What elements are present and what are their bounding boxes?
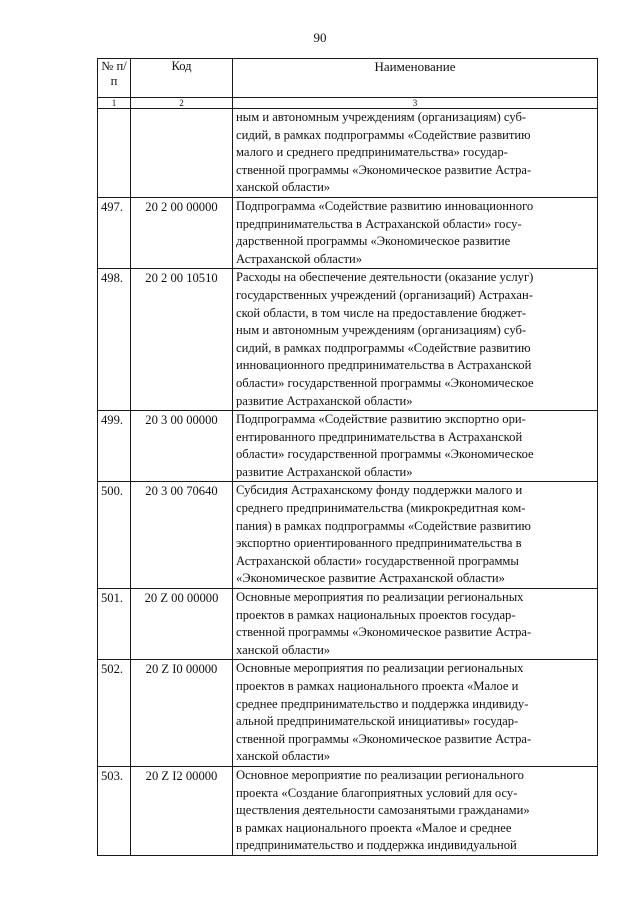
row-name-line: развитие Астраханской области» <box>236 393 413 408</box>
row-name-line: Субсидия Астраханскому фонду поддержки малого и <box>236 483 523 498</box>
column-number-3: 3 <box>233 98 598 109</box>
row-name-line: области» государственной программы «Экономическое <box>236 375 534 390</box>
column-number-row <box>98 98 598 109</box>
row-name-line: ентированного предпринимательства в Астраханской <box>236 429 523 444</box>
row-name-line: ным и автономным учреждениям (организациям) суб- <box>236 110 527 124</box>
row-name-line: «Экономическое развитие Астраханской области» <box>236 571 505 586</box>
row-name-line: проектов в рамках национальных проектов государ- <box>236 607 516 622</box>
table-row <box>98 589 598 660</box>
row-name-line: пания) в рамках подпрограммы «Содействие развитию <box>236 518 531 533</box>
row-number: 498. <box>98 269 131 411</box>
row-name <box>233 589 598 660</box>
row-name <box>233 766 598 855</box>
row-number: 497. <box>98 197 131 268</box>
row-name-line: ществления деятельности самозанятыми гражданами» <box>236 803 530 818</box>
row-code: 20 3 00 70640 <box>131 482 233 589</box>
row-name-line: ным и автономным учреждениям (организациям) суб- <box>236 323 527 338</box>
row-name-line: Подпрограмма «Содействие развитию экспортно ори- <box>236 412 526 427</box>
row-name-line: ханской области» <box>236 642 331 657</box>
row-number: 499. <box>98 411 131 482</box>
row-code: 20 3 00 00000 <box>131 411 233 482</box>
row-name-line: Астраханской области» государственной программы <box>236 553 519 568</box>
row-code: 20 Z I0 00000 <box>131 660 233 767</box>
row-code: 20 2 00 00000 <box>131 197 233 268</box>
row-name-line: сидий, в рамках подпрограммы «Содействие развитию <box>236 340 531 355</box>
row-name-line: в рамках национального проекта «Малое и среднее <box>236 820 512 835</box>
row-name-line: сидий, в рамках подпрограммы «Содействие развитию <box>236 127 531 142</box>
row-number: 501. <box>98 589 131 660</box>
row-name-line: проекта «Создание благоприятных условий для осу- <box>236 785 518 800</box>
table-row <box>98 482 598 589</box>
row-name-line: Расходы на обеспечение деятельности (оказание услуг) <box>236 270 534 285</box>
row-code: 20 Z 00 00000 <box>131 589 233 660</box>
row-code: 20 2 00 10510 <box>131 269 233 411</box>
row-name-line: ской области, в том числе на предоставление бюджет- <box>236 305 527 320</box>
row-name <box>233 269 598 411</box>
row-name-line: предпринимательства в Астраханской области» госу- <box>236 216 522 231</box>
row-name <box>233 411 598 482</box>
row-name-line: дарственной программы «Экономическое развитие <box>236 234 511 249</box>
row-name-line: инновационного предпринимательства в Астраханской <box>236 358 532 373</box>
table-row <box>98 411 598 482</box>
table-body <box>98 109 598 856</box>
row-name-line: ственной программы «Экономическое развитие Астра- <box>236 731 532 746</box>
row-number <box>98 109 131 198</box>
row-name-line: предпринимательство и поддержка индивидуальной <box>236 838 517 853</box>
row-number: 500. <box>98 482 131 589</box>
header-number-label: № п/п <box>101 59 127 88</box>
budget-code-table <box>97 58 598 856</box>
table-row <box>98 660 598 767</box>
row-name-line: альной предпринимательской инициативы» государ- <box>236 714 519 729</box>
row-number: 502. <box>98 660 131 767</box>
row-name-line: экспортно ориентированного предпринимательства в <box>236 536 522 551</box>
row-name-line: Основное мероприятие по реализации регионального <box>236 767 524 782</box>
row-number: 503. <box>98 766 131 855</box>
row-name <box>233 660 598 767</box>
table-row <box>98 269 598 411</box>
header-code: Код <box>131 59 233 98</box>
column-number-1: 1 <box>98 98 131 109</box>
row-code <box>131 109 233 198</box>
row-name-line: развитие Астраханской области» <box>236 464 413 479</box>
header-name: Наименование <box>233 59 598 98</box>
table-row <box>98 109 598 198</box>
header-number <box>98 59 131 98</box>
row-name-line: Основные мероприятия по реализации региональных <box>236 590 524 605</box>
row-name-line: Астраханской области» <box>236 251 363 266</box>
row-name-line: среднего предпринимательства (микрокредитная ком- <box>236 501 526 516</box>
row-name-line: малого и среднего предпринимательства» государ- <box>236 145 508 160</box>
row-code: 20 Z I2 00000 <box>131 766 233 855</box>
row-name-line: государственных учреждений (организаций) Астрахан- <box>236 287 533 302</box>
row-name-line: ханской области» <box>236 749 331 764</box>
row-name-line: ханской области» <box>236 180 331 195</box>
table-row <box>98 766 598 855</box>
row-name-line: среднее предпринимательство и поддержка индивиду- <box>236 696 529 711</box>
column-number-2: 2 <box>131 98 233 109</box>
row-name <box>233 482 598 589</box>
row-name-line: Основные мероприятия по реализации региональных <box>236 661 524 676</box>
table-header-row <box>98 59 598 98</box>
row-name <box>233 109 598 198</box>
row-name-line: проектов в рамках национального проекта «Малое и <box>236 679 519 693</box>
row-name-line: области» государственной программы «Экономическое <box>236 447 534 462</box>
row-name-line: Подпрограмма «Содействие развитию инновационного <box>236 198 534 213</box>
row-name <box>233 197 598 268</box>
table-row <box>98 197 598 268</box>
page-number: 90 <box>313 30 327 45</box>
row-name-line: ственной программы «Экономическое развитие Астра- <box>236 625 532 640</box>
row-name-line: ственной программы «Экономическое развитие Астра- <box>236 162 532 177</box>
